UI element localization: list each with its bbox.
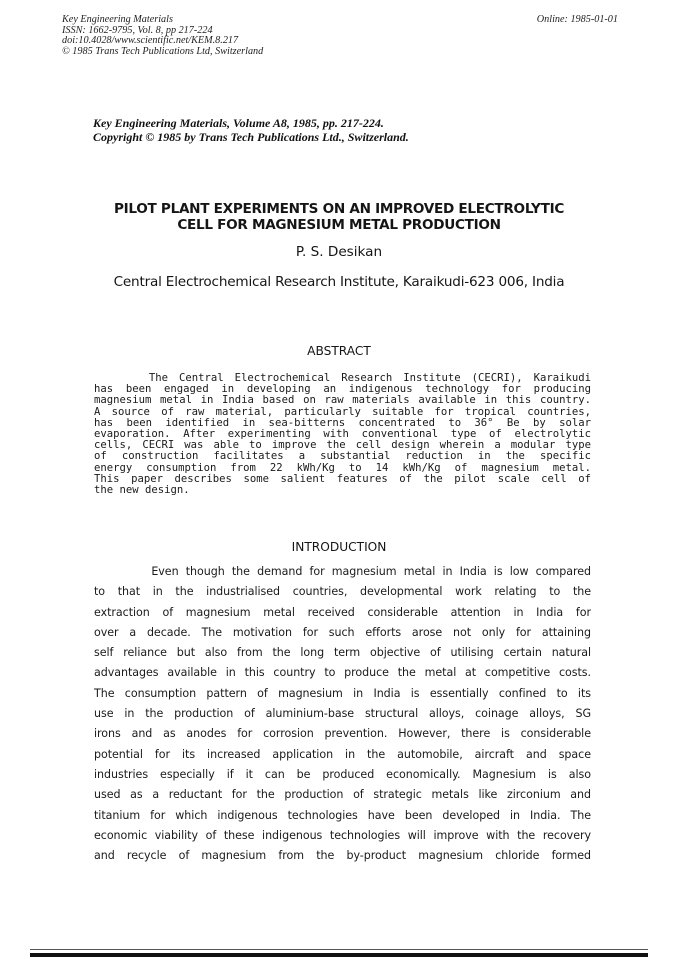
intro-line: titanium for which indigenous technologies have been developed in India. The [94, 808, 591, 822]
abstract-line: cells, CECRI was able to improve the cell design wherein a modular type [94, 440, 591, 452]
intro-line: self reliance but also from the long term objective of utilising certain natural [94, 646, 591, 660]
intro-line: and recycle of magnesium from the by-product magnesium chloride formed [94, 849, 591, 863]
intro-line: used as a reductant for the production of strategic metals like zirconium and [94, 788, 591, 802]
header-copyright: © 1985 Trans Tech Publications Ltd, Switzerland [62, 45, 264, 57]
intro-line: to that in the industrialised countries, developmental work relating to the [94, 585, 591, 599]
header-journal: Key Engineering Materials [62, 14, 173, 25]
header-issn: ISSN: 1662-9795, Vol. 8, pp 217-224 [62, 24, 213, 36]
intro-line: economic viability of these indigenous technologies will improve with the recovery [94, 828, 591, 842]
journal-copyright-line: Copyright © 1985 by Trans Tech Publications Ltd., Switzerland. [93, 130, 409, 144]
title-line: PILOT PLANT EXPERIMENTS ON AN IMPROVED ELECTROLYTIC [113, 201, 565, 217]
citation-header [62, 15, 263, 57]
intro-line: potential for its increased application in the automobile, aircraft and space [94, 747, 591, 761]
author-affiliation: Central Electrochemical Research Institute, Karaikudi-623 006, India [113, 274, 565, 290]
abstract-line: energy consumption from 22 kWh/Kg to 14 kWh/Kg of magnesium metal. [94, 462, 591, 474]
abstract-line: has been identified in sea-bitterns concentrated to 36° Be by solar [94, 417, 591, 429]
author-name: P. S. Desikan [295, 244, 383, 260]
abstract-line: of construction facilitates a substantial reduction in the specific [94, 451, 591, 463]
introduction-body [94, 562, 591, 866]
intro-line: extraction of magnesium metal received considerable attention in India for [94, 605, 591, 619]
intro-line: use in the production of aluminium-base structural alloys, coinage alloys, SG [94, 707, 591, 721]
journal-volume-line: Key Engineering Materials, Volume A8, 1985, pp. 217-224. [93, 116, 384, 130]
abstract-line: the new design. [94, 485, 190, 497]
abstract-line: has been engaged in developing an indigenous technology for producing [94, 384, 591, 396]
page-bottom-rule-thin [30, 949, 648, 950]
title-line: CELL FOR MAGNESIUM METAL PRODUCTION [177, 216, 501, 233]
abstract-line: This paper describes some salient features of the pilot scale cell of [94, 473, 591, 485]
intro-line: over a decade. The motivation for such efforts arose not only for attaining [94, 625, 591, 639]
intro-line: The consumption pattern of magnesium in India is essentially confined to its [94, 686, 591, 700]
abstract-line: A source of raw material, particularly suitable for tropical countries, [94, 406, 591, 418]
abstract-body [94, 373, 591, 496]
paper-title [0, 202, 678, 233]
abstract-line: The Central Electrochemical Research Institute (CECRI), Karaikudi [94, 373, 591, 384]
page-bottom-rule [30, 953, 648, 957]
online-date: Online: 1985-01-01 [536, 14, 618, 25]
abstract-line: evaporation. After experimenting with conventional type of electrolytic [94, 429, 591, 441]
journal-info [93, 116, 409, 144]
intro-line: advantages available in this country to produce the metal at competitive costs. [94, 666, 591, 680]
abstract-heading: ABSTRACT [307, 344, 371, 358]
header-doi[interactable]: doi:10.4028/www.scientific.net/KEM.8.217 [62, 35, 239, 47]
abstract-line: magnesium metal in India based on raw materials available in this country. [94, 395, 591, 407]
introduction-heading: INTRODUCTION [291, 540, 387, 554]
intro-line: industries especially if it can be produced economically. Magnesium is also [94, 767, 591, 781]
intro-line: Even though the demand for magnesium metal in India is low compared [94, 565, 591, 578]
intro-line: irons and as anodes for corrosion prevention. However, there is considerable [94, 727, 591, 741]
